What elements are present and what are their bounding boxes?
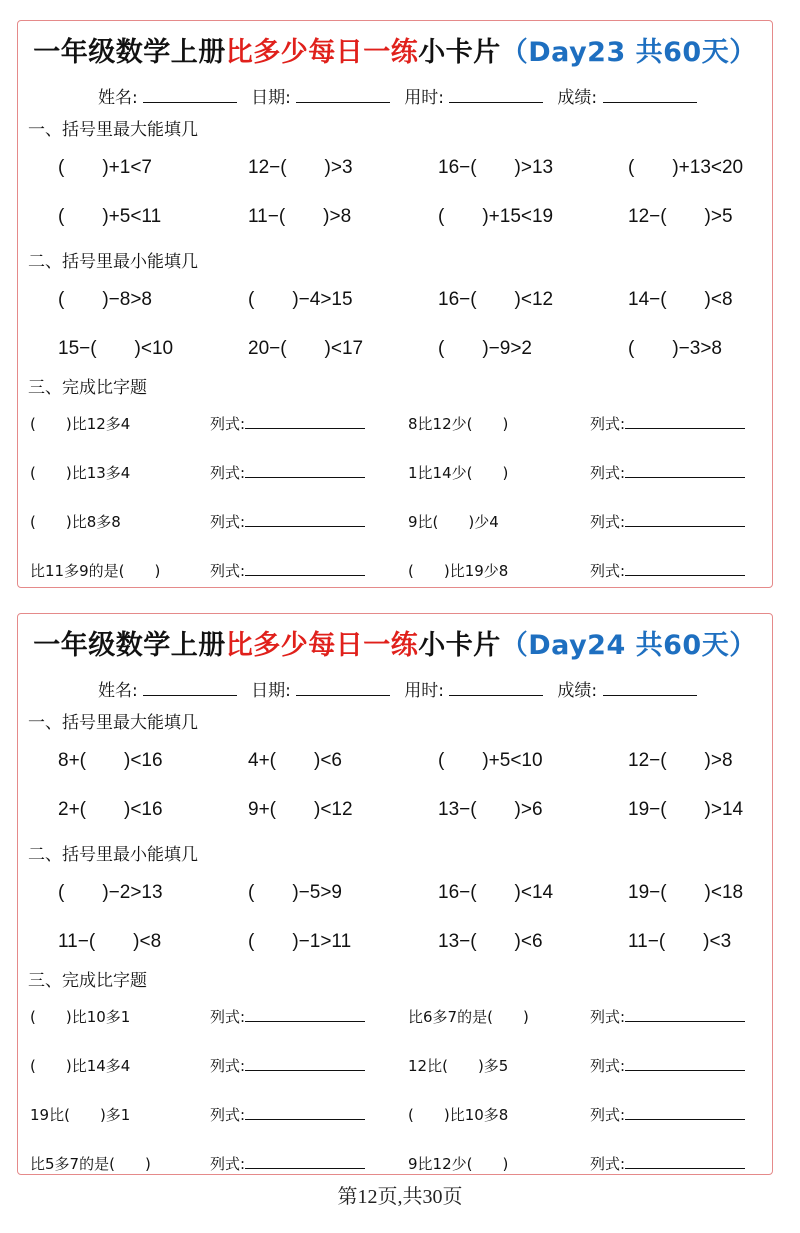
word-problem[interactable]: 8比12少( ) xyxy=(408,415,509,433)
formula-blank[interactable] xyxy=(245,1009,365,1022)
problem[interactable]: ( )−4>15 xyxy=(248,289,353,310)
problem[interactable]: 16−( )<14 xyxy=(438,882,554,903)
problem[interactable]: ( )−2>13 xyxy=(58,882,163,903)
formula-label: 列式: xyxy=(590,562,626,580)
formula-blank[interactable] xyxy=(625,1107,745,1120)
problem[interactable]: 13−( )<6 xyxy=(438,931,543,952)
formula-label: 列式: xyxy=(590,415,626,433)
title-part-day: （Day24 共60天） xyxy=(500,629,757,661)
word-problem[interactable]: ( )比14多4 xyxy=(30,1057,131,1075)
problem[interactable]: 2+( )<16 xyxy=(58,799,163,820)
date-label: 日期: xyxy=(251,87,291,108)
time-label: 用时: xyxy=(404,680,445,701)
formula-field[interactable] xyxy=(590,560,760,581)
formula-label: 列式: xyxy=(590,1106,626,1124)
word-problem-row xyxy=(18,448,772,497)
problem[interactable]: 9+( )<12 xyxy=(248,799,353,820)
formula-blank[interactable] xyxy=(245,416,365,429)
title-part-topic: 比多少每日一练 xyxy=(225,629,419,661)
section-2-title: 二、括号里最小能填几 xyxy=(28,251,198,272)
section-3-title: 三、完成比字题 xyxy=(28,377,147,398)
formula-field[interactable] xyxy=(590,413,760,434)
name-blank[interactable] xyxy=(143,88,237,103)
card-title xyxy=(18,614,772,670)
formula-field[interactable] xyxy=(210,1055,408,1076)
problem[interactable]: ( )−5>9 xyxy=(248,882,342,903)
problem[interactable]: 8+( )<16 xyxy=(58,750,163,771)
word-problem[interactable]: ( )比19少8 xyxy=(408,562,509,580)
date-blank[interactable] xyxy=(296,681,390,696)
word-problem[interactable]: 19比( )多1 xyxy=(30,1106,131,1124)
formula-label: 列式: xyxy=(210,1155,246,1173)
formula-field[interactable] xyxy=(210,511,408,532)
time-blank[interactable] xyxy=(449,681,543,696)
word-problem-row xyxy=(18,546,772,595)
student-info-row xyxy=(18,670,772,706)
formula-label: 列式: xyxy=(210,1008,246,1026)
formula-field[interactable] xyxy=(210,1104,408,1125)
word-problem[interactable]: ( )比10多1 xyxy=(30,1008,131,1026)
formula-field[interactable] xyxy=(590,462,760,483)
formula-blank[interactable] xyxy=(625,1156,745,1169)
problem-row xyxy=(18,915,772,964)
problem[interactable]: 11−( )<3 xyxy=(628,931,732,952)
problem[interactable]: 19−( )<18 xyxy=(628,882,744,903)
formula-field[interactable] xyxy=(590,1153,760,1174)
formula-field[interactable] xyxy=(590,1055,760,1076)
formula-blank[interactable] xyxy=(625,1009,745,1022)
title-part-grade: 一年级数学上册 xyxy=(33,36,226,68)
formula-label: 列式: xyxy=(590,513,626,531)
score-label: 成绩: xyxy=(557,680,598,701)
word-problem[interactable]: ( )比12多4 xyxy=(30,415,131,433)
problem[interactable]: 14−( )<8 xyxy=(628,289,733,310)
problem[interactable]: 11−( )>8 xyxy=(248,206,352,227)
score-blank[interactable] xyxy=(603,88,697,103)
problem[interactable]: 16−( )<12 xyxy=(438,289,554,310)
worksheet-card-day23 xyxy=(17,20,773,588)
word-problem[interactable]: ( )比10多8 xyxy=(408,1106,509,1124)
worksheet-card-day24 xyxy=(17,613,773,1175)
formula-field[interactable] xyxy=(210,1153,408,1174)
title-part-card: 小卡片 xyxy=(418,36,501,68)
word-problem[interactable]: 比6多7的是( ) xyxy=(408,1008,529,1026)
word-problem[interactable]: 9比( )少4 xyxy=(408,513,499,531)
name-label: 姓名: xyxy=(98,680,138,701)
problem[interactable]: ( )+15<19 xyxy=(438,206,554,227)
formula-label: 列式: xyxy=(590,1008,626,1026)
word-problem[interactable]: 比5多7的是( ) xyxy=(30,1155,151,1173)
word-problem[interactable]: 12比( )多5 xyxy=(408,1057,509,1075)
formula-field[interactable] xyxy=(210,1006,408,1027)
problem[interactable]: 12−( )>3 xyxy=(248,157,353,178)
problem-row xyxy=(18,273,772,322)
title-part-card: 小卡片 xyxy=(418,629,501,661)
date-blank[interactable] xyxy=(296,88,390,103)
word-problem-row xyxy=(18,992,772,1041)
title-part-topic: 比多少每日一练 xyxy=(225,36,419,68)
formula-label: 列式: xyxy=(210,562,246,580)
problem-row xyxy=(18,322,772,371)
problem[interactable]: 20−( )<17 xyxy=(248,338,364,359)
name-field xyxy=(98,676,237,701)
problem[interactable]: ( )+5<11 xyxy=(58,206,162,227)
formula-blank[interactable] xyxy=(245,1156,365,1169)
formula-label: 列式: xyxy=(210,415,246,433)
word-problem[interactable]: 比11多9的是( ) xyxy=(30,562,161,580)
page-number-footer: 第12页,共30页 xyxy=(337,1186,463,1208)
word-problem-row xyxy=(18,1090,772,1139)
formula-blank[interactable] xyxy=(245,514,365,527)
problem-row xyxy=(18,734,772,783)
formula-field[interactable] xyxy=(590,1006,760,1027)
word-problem-row xyxy=(18,399,772,448)
formula-label: 列式: xyxy=(210,513,246,531)
formula-blank[interactable] xyxy=(625,1058,745,1071)
word-problem[interactable]: 9比12少( ) xyxy=(408,1155,509,1173)
formula-field[interactable] xyxy=(210,462,408,483)
problem[interactable]: ( )+13<20 xyxy=(628,157,744,178)
formula-label: 列式: xyxy=(590,1155,626,1173)
formula-blank[interactable] xyxy=(625,514,745,527)
name-blank[interactable] xyxy=(143,681,237,696)
date-label: 日期: xyxy=(251,680,291,701)
time-field xyxy=(404,676,543,701)
problem-row xyxy=(18,783,772,832)
problem[interactable]: 4+( )<6 xyxy=(248,750,342,771)
formula-field[interactable] xyxy=(590,511,760,532)
formula-label: 列式: xyxy=(210,1057,246,1075)
problem-row xyxy=(18,141,772,190)
problem[interactable]: ( )+5<10 xyxy=(438,750,543,771)
problem[interactable]: 13−( )>6 xyxy=(438,799,543,820)
formula-blank[interactable] xyxy=(245,563,365,576)
formula-label: 列式: xyxy=(210,1106,246,1124)
problem[interactable]: 12−( )>8 xyxy=(628,750,733,771)
problem[interactable]: ( )−9>2 xyxy=(438,338,532,359)
formula-field[interactable] xyxy=(590,1104,760,1125)
formula-blank[interactable] xyxy=(245,1107,365,1120)
date-field xyxy=(251,676,390,701)
section-3-title: 三、完成比字题 xyxy=(28,970,147,991)
word-problem[interactable]: ( )比8多8 xyxy=(30,513,121,531)
formula-label: 列式: xyxy=(210,464,246,482)
word-problem[interactable]: ( )比13多4 xyxy=(30,464,131,482)
title-part-grade: 一年级数学上册 xyxy=(33,629,226,661)
problem-row xyxy=(18,190,772,239)
problem[interactable]: 19−( )>14 xyxy=(628,799,744,820)
date-field xyxy=(251,83,390,108)
student-info-row xyxy=(18,77,772,113)
name-label: 姓名: xyxy=(98,87,138,108)
formula-field[interactable] xyxy=(210,560,408,581)
word-problem-row xyxy=(18,1041,772,1090)
formula-blank[interactable] xyxy=(625,465,745,478)
score-field xyxy=(557,676,696,701)
time-label: 用时: xyxy=(404,87,445,108)
word-problem[interactable]: 1比14少( ) xyxy=(408,464,509,482)
title-part-day: （Day23 共60天） xyxy=(500,36,757,68)
problem[interactable]: ( )−8>8 xyxy=(58,289,152,310)
section-1-title: 一、括号里最大能填几 xyxy=(28,712,198,733)
score-field xyxy=(557,83,696,108)
formula-blank[interactable] xyxy=(625,563,745,576)
problem[interactable]: 15−( )<10 xyxy=(58,338,174,359)
name-field xyxy=(98,83,237,108)
section-2-title: 二、括号里最小能填几 xyxy=(28,844,198,865)
time-blank[interactable] xyxy=(449,88,543,103)
problem[interactable]: 11−( )<8 xyxy=(58,931,162,952)
problem-row xyxy=(18,866,772,915)
card-title xyxy=(18,21,772,77)
section-1-title: 一、括号里最大能填几 xyxy=(28,119,198,140)
formula-label: 列式: xyxy=(590,1057,626,1075)
formula-blank[interactable] xyxy=(245,465,365,478)
formula-blank[interactable] xyxy=(625,416,745,429)
problem[interactable]: 12−( )>5 xyxy=(628,206,733,227)
formula-field[interactable] xyxy=(210,413,408,434)
problem[interactable]: ( )−3>8 xyxy=(628,338,722,359)
word-problem-row xyxy=(18,497,772,546)
score-label: 成绩: xyxy=(557,87,598,108)
problem[interactable]: ( )−1>11 xyxy=(248,931,352,952)
problem[interactable]: ( )+1<7 xyxy=(58,157,152,178)
time-field xyxy=(404,83,543,108)
formula-label: 列式: xyxy=(590,464,626,482)
problem[interactable]: 16−( )>13 xyxy=(438,157,554,178)
formula-blank[interactable] xyxy=(245,1058,365,1071)
score-blank[interactable] xyxy=(603,681,697,696)
